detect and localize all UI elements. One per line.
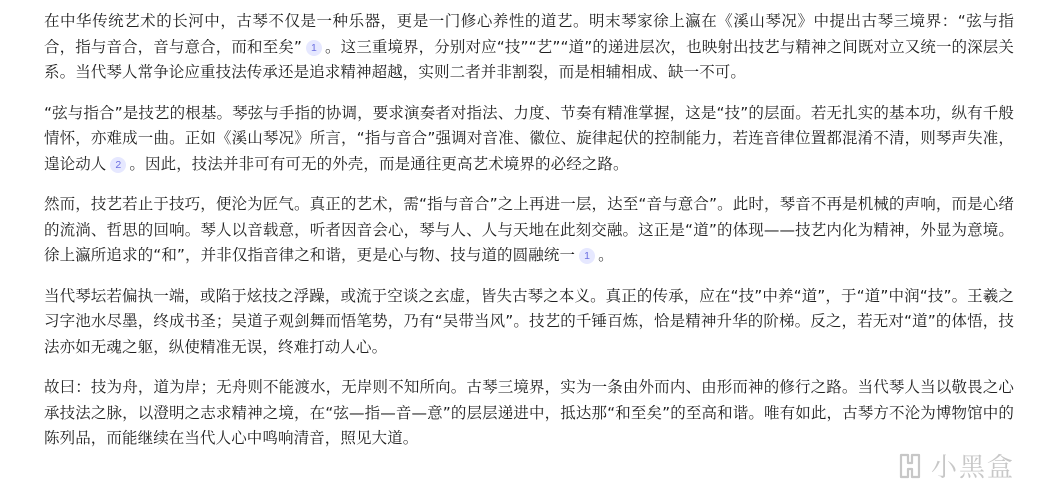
citation-badge[interactable]: 2 — [110, 157, 126, 173]
watermark — [895, 447, 1015, 484]
paragraph — [44, 192, 1014, 269]
paragraph-text: 在中华传统艺术的长河中，古琴不仅是一种乐器，更是一门修心养性的道艺。明末琴家徐上瀛在《溪山琴况》中提出古琴三境界：“弦与指合，指与音合，音与意合，而和至矣” — [44, 12, 1014, 56]
paragraph-text: 。这三重境界，分别对应“技”“艺”“道”的递进层次，也映射出技艺与精神之间既对立又统一的深层关系。当代琴人常争论应重技法传承还是追求精神超越，实则二者并非割裂，而是相辅相成、缺一不可。 — [44, 37, 1014, 81]
paragraph — [44, 101, 1014, 178]
xiaoheihe-logo-icon — [895, 451, 925, 481]
article-body — [44, 9, 1014, 452]
citation-badge[interactable]: 1 — [306, 40, 322, 56]
paragraph-text: 当代琴坛若偏执一端，或陷于炫技之浮躁，或流于空谈之玄虚，皆失古琴之本义。真正的传承，应在“技”中养“道”，于“道”中润“技”。王羲之习字池水尽墨，终成书圣；吴道子观剑舞而悟笔势，乃有“吴带当风”。技艺的千锤百炼，恰是精神升华的阶梯。反之，若无对“道”的体悟，技法亦如无魂之躯，纵使精准无误，终难打动人心。 — [44, 286, 1014, 356]
paragraph — [44, 9, 1014, 86]
paragraph-text: 然而，技艺若止于技巧，便沦为匠气。真正的艺术，需“指与音合”之上再进一层，达至“音与意合”。此时，琴音不再是机械的声响，而是心绪的流淌、哲思的回响。琴人以音载意，听者因音会心，琴与人、人与天地在此刻交融。这正是“道”的体现——技艺内化为精神，外显为意境。徐上瀛所追求的“和”，并非仅指音律之和谐，更是心与物、技与道的圆融统一 — [44, 195, 1014, 264]
paragraph-text: “弦与指合”是技艺的根基。琴弦与手指的协调，要求演奏者对指法、力度、节奏有精准掌握，这是“技”的层面。若无扎实的基本功，纵有千般情怀，亦难成一曲。正如《溪山琴况》所言，“指与音合”强调对音准、徽位、旋律起伏的控制能力，若连音律位置都混淆不清，则琴声失准，遑论动人 — [44, 103, 1014, 173]
paragraph — [44, 375, 1014, 452]
watermark-text: 小黑盒 — [930, 453, 1015, 483]
paragraph-text: 。 — [598, 246, 614, 264]
paragraph — [44, 284, 1014, 361]
paragraph-text: 故曰：技为舟，道为岸；无舟则不能渡水，无岸则不知所向。古琴三境界，实为一条由外而内、由形而神的修行之路。当代琴人当以敬畏之心承技法之脉，以澄明之志求精神之境，在“弦—指—音—意”的层层递进中，抵达那“和至矣”的至高和谐。唯有如此，古琴方不沦为博物馆中的陈列品，而能继续在当代人心中鸣响清音，照见大道。 — [44, 378, 1014, 447]
citation-badge[interactable]: 1 — [579, 248, 595, 264]
paragraph-text: 。因此，技法并非可有可无的外壳，而是通往更高艺术境界的必经之路。 — [129, 154, 629, 173]
